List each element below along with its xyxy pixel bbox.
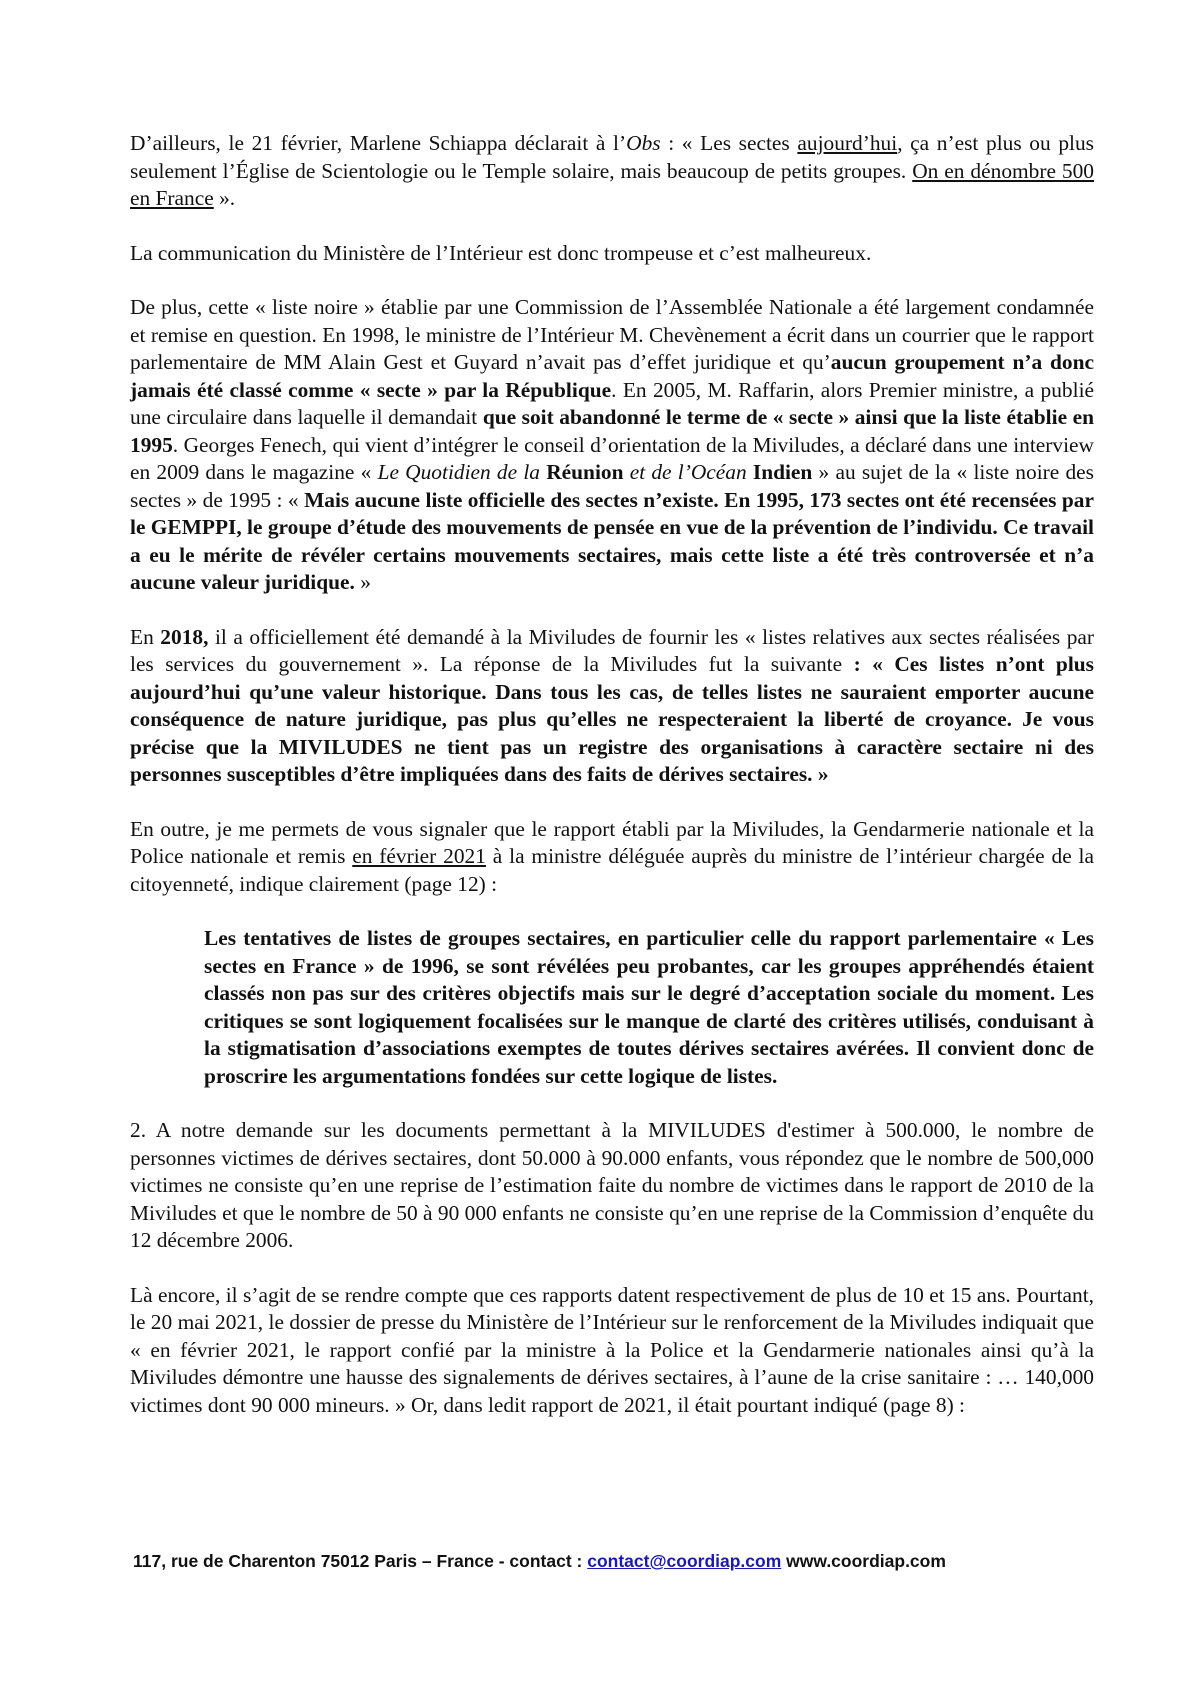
- bold-text: Réunion: [546, 460, 624, 484]
- footer-address: 117, rue de Charenton 75012 Paris – France - contact :: [133, 1551, 588, 1571]
- underlined-text: aujourd’hui: [797, 131, 898, 155]
- text-run: »: [354, 570, 371, 594]
- text-run: En: [130, 624, 161, 649]
- text-run: . En 2005, M. Raffarin, alors Premier ministre, a publié une circulaire dans laquelle il demandait: [130, 377, 1095, 429]
- text-run: Là encore, il s’agit de se rendre compte que ces rapports datent respectivement de plus de 10 et 15 ans. Pourtant, le 20 mai 2021, le dossier de presse du Ministère de l’Intérieur sur le renforcement de la Miviludes indiquait que « en février 2021, le rapport confié par la ministre à la Police et la Gendarmerie nationales ainsi qu’à la Miviludes démontre une hausse des signalements de dérives sectaires, à l’aune de la crise sanitaire : … 140,000 victimes dont 90 000 mineurs. » Or, dans ledit rapport de 2021, il était pourtant indiqué (page 8) :: [130, 1282, 1094, 1417]
- bold-text: : « Ces listes n’ont plus aujourd’hui qu’une valeur historique. Dans tous les cas, de telles listes ne sauraient emporter aucune conséquence de nature juridique, pas plus qu’elles ne respecteraient la liberté de croyance. Je vous précise que la MIVILUDES ne tient pas un registre des organisations à caractère sectaire ni des personnes susceptibles d’être impliquées dans des faits de dérives sectaires. »: [130, 652, 1094, 786]
- document-body: [130, 130, 1094, 1446]
- paragraph: [130, 130, 1094, 213]
- text-run: . Georges Fenech, qui vient d’intégrer le conseil d’orientation de la Miviludes, a déclaré dans une interview en 2009 dans le magazine «: [130, 432, 1094, 484]
- paragraph: [130, 240, 1094, 268]
- text-run: La communication du Ministère de l’Intérieur est donc trompeuse et c’est malheureux.: [130, 240, 872, 265]
- underlined-text: en février 2021: [352, 844, 486, 868]
- italic-text: Le Quotidien de la: [377, 460, 547, 484]
- paragraph: [130, 294, 1094, 597]
- footer-email-link[interactable]: contact@coordiap.com: [587, 1551, 782, 1571]
- bold-text: que soit abandonné le terme de « secte » ainsi que la liste établie en 1995: [130, 405, 1095, 457]
- text-run: » au sujet de la « liste noire des sectes » de 1995 : «: [130, 460, 1094, 512]
- text-run: D’ailleurs, le 21 février, Marlene Schiappa déclarait à l’: [130, 131, 627, 155]
- underlined-text: On en dénombre 500 en France: [130, 158, 1094, 210]
- paragraph: [130, 624, 1094, 789]
- text-run: De plus, cette « liste noire » établie par une Commission de l’Assemblée Nationale a été largement condamnée et remise en question. En 1998, le ministre de l’Intérieur M. Chevènement a écrit dans un courrier que le rapport parlementaire de MM Alain Gest et Guyard n’avait pas d’effet juridique et qu’: [130, 295, 1094, 374]
- bold-text: aucun groupement n’a donc jamais été classé comme « secte » par la République: [130, 350, 1094, 402]
- text-run: Les tentatives de listes de groupes sectaires, en particulier celle du rapport parlementaire « Les sectes en France » de 1996, se sont révélées peu probantes, car les groupes appréhendés étaient classés non pas sur des critères objectifs mais sur le degré d’acceptation sociale du moment. Les critiques se sont logiquement focalisées sur le manque de clarté des critères utilisés, conduisant à la stigmatisation d’associations exemptes de toutes dérives sectaires avérées. Il convient donc de proscrire les argumentations fondées sur cette logique de listes.: [204, 926, 1094, 1088]
- bold-text: Indien: [752, 460, 813, 484]
- footer-website[interactable]: www.coordiap.com: [781, 1551, 946, 1571]
- text-run: ».: [213, 186, 236, 210]
- paragraph: [130, 1282, 1094, 1420]
- bold-text: Mais aucune liste officielle des sectes n’existe. En 1995, 173 sectes ont été recensées par le GEMPPI, le groupe d’étude des mouvements de pensée en vue de la prévention de l’individu. Ce travail a eu le mérite de révéler certains mouvements sectaires, mais cette liste a été très controversée et n’a aucune valeur juridique.: [130, 487, 1094, 594]
- bold-text: 2018,: [160, 624, 209, 649]
- block-quote: [204, 925, 1094, 1090]
- text-run: il a officiellement été demandé à la Miviludes de fournir les « listes relatives aux sectes réalisées par les services du gouvernement ». La réponse de la Miviludes fut la suivante: [130, 624, 1095, 676]
- italic-text: Obs: [626, 131, 661, 155]
- italic-text: et de l’Océan: [623, 460, 753, 484]
- text-run: En outre, je me permets de vous signaler que le rapport établi par la Miviludes, la Gendarmerie nationale et la Police nationale et remis: [130, 816, 1094, 868]
- text-run: : « Les sectes: [660, 131, 798, 155]
- paragraph: [130, 1117, 1094, 1255]
- text-run: 2. A notre demande sur les documents permettant à la MIVILUDES d'estimer à 500.000, le nombre de personnes victimes de dérives sectaires, dont 50.000 à 90.000 enfants, vous répondez que le nombre de 500,000 victimes ne consiste qu’en une reprise de l’estimation faite du nombre de victimes dans le rapport de 2010 de la Miviludes et que le nombre de 50 à 90 000 enfants ne consiste qu’en une reprise de la Commission d’enquête du 12 décembre 2006.: [130, 1118, 1094, 1252]
- text-run: , ça n’est plus ou plus seulement l’Église de Scientologie ou le Temple solaire, mais beaucoup de petits groupes.: [130, 131, 1094, 183]
- text-run: à la ministre déléguée auprès du ministre de l’intérieur chargée de la citoyenneté, indique clairement (page 12) :: [130, 844, 1094, 896]
- page-footer: [133, 1551, 1093, 1572]
- paragraph: [130, 816, 1094, 899]
